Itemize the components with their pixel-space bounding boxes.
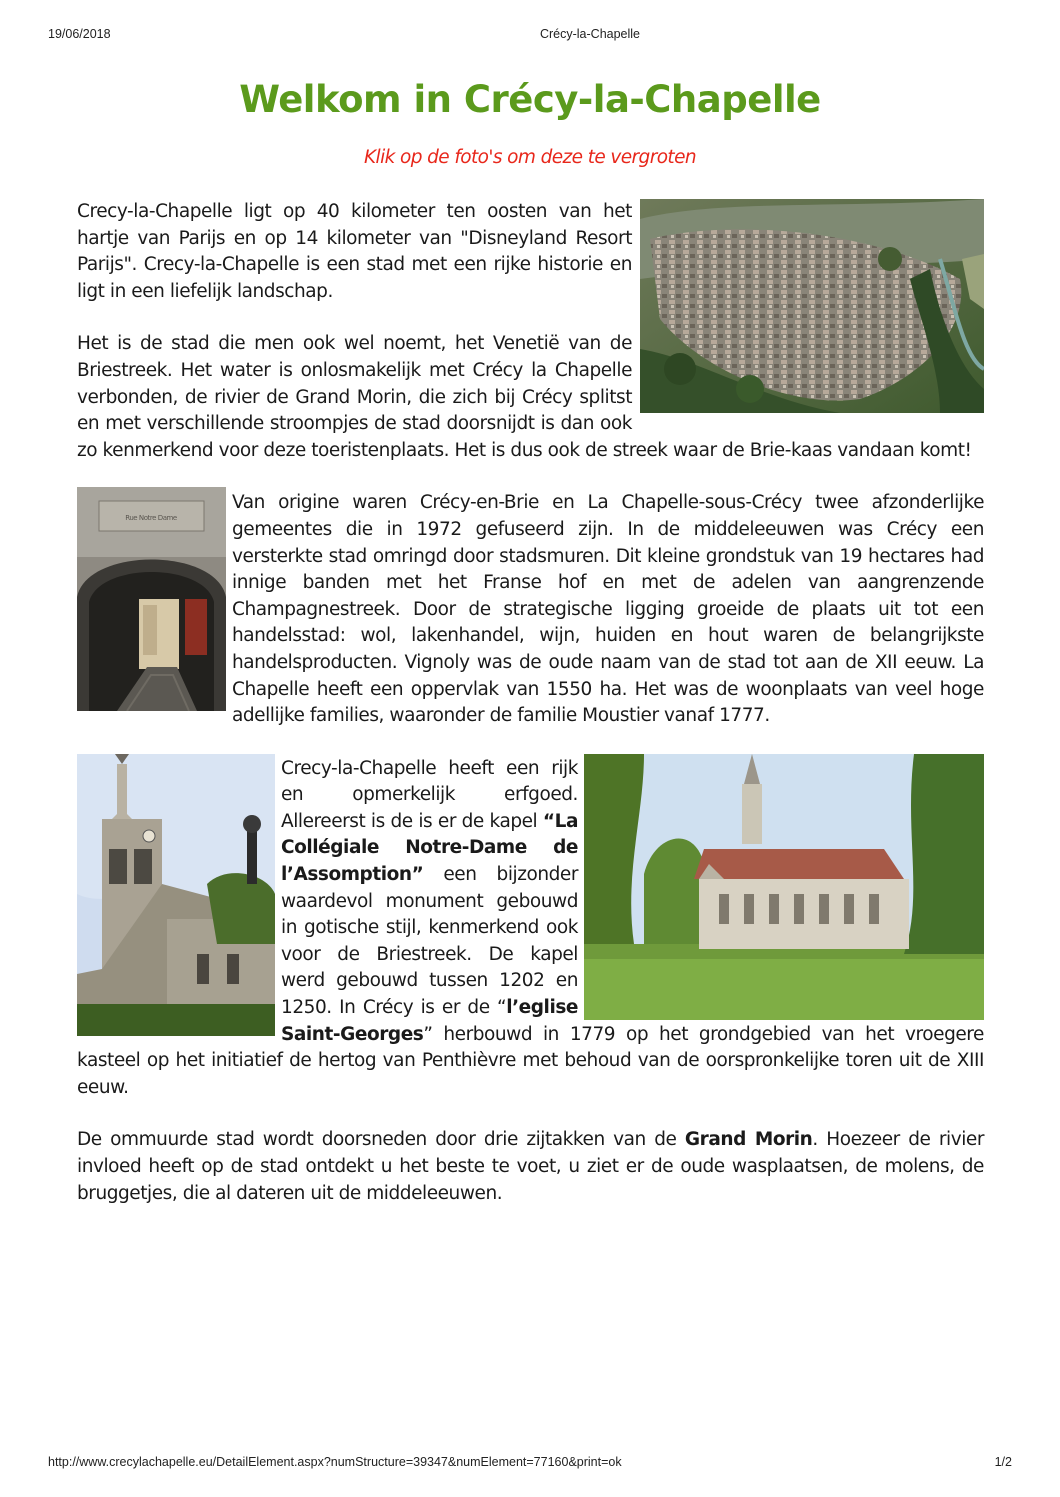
grand-morin-text-1: De ommuurde stad wordt doorsneden door drie zijtakken van de bbox=[77, 1129, 685, 1151]
article-body bbox=[77, 199, 984, 1207]
paragraph-history: Van origine waren Crécy-en-Brie en La Chapelle-sous-Crécy twee afzonderlijke gemeentes die in 1972 gefuseerd zijn. In de middeleeuwen was Crécy een versterkte stad omringd door stadsmuren. Dit kleine grondstuk van 19 hectares had innige banden met het Franse hof en met de adelen van aangrenzende Champagnestreek. Door de strategische ligging groeide de plaats uit tot een handelsstad: wol, lakenhandel, wijn, huiden en hout waren de belangrijkste handelsproducten. Vignoly was de oude naam van de stad tot aan de XII eeuw. La Chapelle heeft een oppervlak van 1550 ha. Het was de woonplaats van veel hoge adellijke families, waaronder de familie Moustier vanaf 1777. bbox=[232, 492, 984, 727]
print-url: http://www.crecylachapelle.eu/DetailElement.aspx?numStructure=39347&numElement=77160&print=ok bbox=[48, 1455, 622, 1469]
grand-morin-text-2: . Hoezeer de rivier invloed heeft op de stad ontdekt u het beste te voet, u ziet er de oude wasplaatsen, de molens, de bruggetjes, die al dateren uit de middeleeuwen. bbox=[77, 1129, 984, 1204]
print-footer bbox=[0, 1455, 1060, 1471]
heritage-text-2: een bijzonder waardevol monument gebouwd in gotische stijl, kenmerkend ook voor de Briestreek. De kapel werd gebouwd tussen 1202 en 1250. In Crécy is er de “ bbox=[281, 864, 578, 1019]
saint-georges-tower-photo bbox=[77, 754, 275, 1036]
archway-photo-link[interactable] bbox=[77, 487, 226, 711]
aerial-photo-link[interactable] bbox=[640, 199, 984, 413]
grand-morin-name: Grand Morin bbox=[684, 1129, 813, 1151]
archway-inscription: Rue Notre Dame bbox=[125, 514, 177, 523]
saint-georges-name: l’eglise Saint-Georges bbox=[281, 997, 578, 1045]
archway-photo bbox=[77, 487, 226, 711]
print-header bbox=[0, 27, 1060, 43]
paragraph-grand-morin bbox=[77, 1127, 984, 1207]
collegiale-name: “La Collégiale Notre-Dame de l’Assomption” bbox=[281, 810, 578, 886]
page-title: Welkom in Crécy-la-Chapelle bbox=[239, 78, 821, 121]
heritage-text-1: Crecy-la-Chapelle heeft een rijk en opmerkelijk erfgoed. Allereerst is de is er de kapel bbox=[281, 757, 578, 832]
paragraph-intro: Crecy-la-Chapelle ligt op 40 kilometer ten oosten van het hartje van Parijs en op 14 kilometer van "Disneyland Resort Parijs". Crecy-la-Chapelle is een stad met een rijke historie en ligt in een liefelijk landschap. bbox=[77, 201, 632, 302]
paragraph-venetie: Het is de stad die men ook wel noemt, het Venetië van de Briestreek. Het water is onlosmakelijk met Crécy la Chapelle verbonden, de rivier de Grand Morin, die zich bij Crécy splitst en met verschillende stroompjes de stad doorsnijdt is dan ook zo kenmerkend voor deze toeristenplaats. Het is dus ook de streek waar de Brie-kaas vandaan komt! bbox=[77, 333, 972, 461]
photo-hint: Klik op de foto's om deze te vergroten bbox=[364, 147, 696, 168]
aerial-town-photo bbox=[640, 199, 984, 413]
collegiale-photo-link[interactable] bbox=[584, 754, 984, 1020]
print-page-title: Crécy-la-Chapelle bbox=[539, 27, 641, 41]
print-page-number: 1/2 bbox=[994, 1455, 1012, 1469]
heritage-text-3: ” herbouwd in 1779 op het grondgebied van het vroegere kasteel op het initiatief de hertog van Penthièvre met behoud van de oorspronkelijke toren uit de XIII eeuw. bbox=[77, 1023, 984, 1098]
church-tower-photo-link[interactable] bbox=[77, 754, 275, 1036]
collegiale-photo bbox=[584, 754, 984, 1020]
print-date: 19/06/2018 bbox=[48, 27, 111, 41]
